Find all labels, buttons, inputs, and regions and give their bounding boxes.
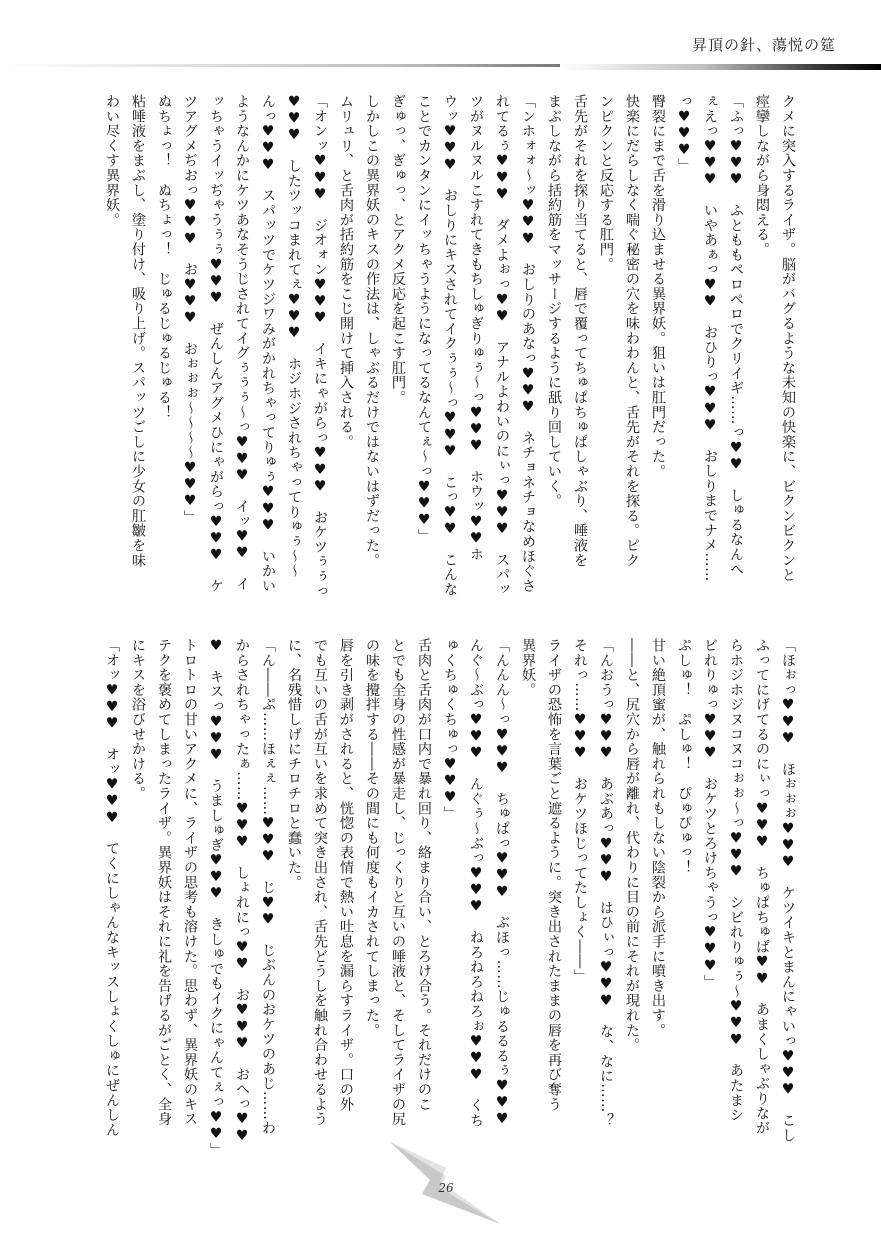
- text-line: ♥ キスっ♥♥♥ うましゅぎ♥♥♥ きしゅでもイクにゃんてぇっ♥♥」: [208, 638, 224, 1158]
- text-line: ウッ♥♥♥ おしりにキスされてイクぅぅ～っ♥♥♥ こっ♥♥ こんな: [442, 94, 458, 597]
- header-rule: [0, 60, 881, 74]
- text-line: ようなんかにケツあなそうじされてイグぅぅぅ～っ♥♥♥ イッ♥♥ イ: [234, 94, 250, 592]
- text-line: とでも全身の性感が暴走し、じっくりと互いの唾液と、そしてライザの尻: [390, 638, 406, 1127]
- text-line: ツアグメぢおっ♥♥♥ お♥♥♥ おぉぉぉ～～～～♥♥♥」: [182, 94, 198, 525]
- text-line: わい尽くす異界妖。: [104, 94, 120, 228]
- text-line: ぬちょっ！ ぬちょっ！ じゅるじゅるじゅる！: [156, 94, 172, 420]
- text-line: しかしこの異界妖のキスの作法は、しゃぶるだけではないはずだった。: [364, 94, 380, 568]
- text-line: に、名残惜しげにチロチロと蠢いた。: [286, 638, 302, 890]
- page-number: 26: [438, 1181, 454, 1195]
- page-number-badge: [388, 1138, 508, 1228]
- text-line: んぐ～ぶっ♥♥♥ んぐぅ～ぶっ♥♥♥ ねろねろねろぉ♥♥♥ くち: [468, 638, 484, 1128]
- text-line: 快楽にだらしなく喘ぐ秘密の穴を味わわんと、舌先がそれを探る。ピク: [624, 94, 640, 568]
- text-line: 臀裂にまで舌を滑り込ませる異界妖。狙いは肛門だった。: [650, 94, 666, 479]
- text-line: からされちゃったぁ……♥♥♥ しょれにっ♥♥ お♥♥♥ おへっ♥♥: [234, 638, 250, 1145]
- text-line: 唇を引き剥がされると、恍惚の表情で熱い吐息を漏らすライザ。口の外: [338, 638, 354, 1112]
- text-line: ライザの恐怖を言葉ごと遮るように。突き出されたままの唇を再び奪う: [546, 638, 562, 1112]
- text-line: ツがヌルヌルこすれてきもちしゅぎりゅぅ～っ♥♥♥ ホウッ♥♥ホ: [468, 94, 484, 562]
- text-line: 「んおうっ♥♥♥ あぶあっ♥♥♥ はひぃっ♥♥♥ な、なに……？: [598, 638, 614, 1128]
- text-line: 「ンホォォ～ッ♥♥♥ おしりのあなっ♥♥♥ ネチョネチョなめほぐさ: [520, 94, 536, 594]
- text-line: ふってにげてるのにぃっ♥♥♥ ちゅぱちゅぱ♥♥ あまくしゃぶりなが: [754, 638, 770, 1136]
- text-line: ぇえっ♥♥♥ いやあぁっ♥♥ おひりっ♥♥♥ おしりまでナメ……: [702, 94, 718, 582]
- lower-text-column: [91, 638, 801, 1158]
- text-line: それっ……♥♥♥ おケツほじってたしょく――」: [572, 638, 588, 984]
- text-line: れてるぅ♥♥♥ ダメよぉっ♥♥ アナルよわいのにぃっ♥♥♥ スパッ: [494, 94, 510, 597]
- text-line: 「ん――ぷ……ほぇぇ……♥♥♥ じ♥♥ じぶんのおケツのあじ……わ: [260, 638, 276, 1136]
- text-line: 「んんん～っ♥♥♥ ちゅぱっ♥♥♥ ぶほっ……じゅるるるぅ♥♥♥: [494, 638, 510, 1128]
- text-line: ぷしゅ！ ぷしゅ！ ぴゅぴゅっ！: [676, 638, 692, 875]
- text-line: にキスを浴びせかける。: [130, 638, 146, 801]
- text-line: 「ふっ♥♥♥ ふとももペロペロでクリイギ……っ♥♥ しゅるなんへ: [728, 94, 744, 577]
- text-line: テクを褒めてしまったライザ。異界妖はそれに礼を告げるがごとく、全身: [156, 638, 172, 1127]
- running-header: 昇頂の針、蕩悦の筵: [691, 36, 836, 54]
- text-line: の味を攪拌する――その間にも何度もイカされてしまった。: [364, 638, 380, 1038]
- text-line: まぶしながら括約筋をマッサージするように舐り回していく。: [546, 94, 562, 509]
- text-line: 舌先がそれを探り当てると、唇で覆ってちゅぱちゅぱしゃぶり、唾液を: [572, 94, 588, 568]
- text-line: ムリュリ、と舌肉が括約筋をこじ開けて挿入される。: [338, 94, 354, 450]
- text-line: 舌肉と舌肉が口内で暴れ回り、絡まり合い、とろけ合う。それだけのこ: [416, 638, 432, 1112]
- text-line: ♥♥♥ したツッコまれてぇ♥♥♥ ホジホジされちゃってりゅぅ～～: [286, 94, 302, 579]
- text-line: トロトロの甘いアクメに、ライザの思考も溶けた。思わず、異界妖のキス: [182, 638, 198, 1127]
- text-line: ――と、尻穴から唇が離れ、代わりに目の前にそれが現れた。: [624, 638, 640, 1053]
- text-line: ゅくちゅくちゅっ♥♥♥」: [442, 638, 458, 821]
- text-line: 「オンッ♥♥♥ ジオォン♥♥♥ イキにゃがらっ♥♥♥ おケツぅぅっ: [312, 94, 328, 599]
- text-line: 粘唾液をまぶし、塗り付け、吸り上げ。スパッツごしに少女の肛皺を味: [130, 94, 146, 568]
- text-line: でも互いの舌が互いを求めて突き出され、舌先どうしを触れ合わせるよう: [312, 638, 328, 1127]
- text-line: ことでカンタンにイッちゃうようになってるなんてぇ～っ♥♥♥」: [416, 94, 432, 544]
- text-line: 異界妖。: [520, 638, 536, 698]
- text-line: ビれりゅっ♥♥♥ おケツとろけちゃうっ♥♥♥」: [702, 638, 718, 990]
- text-line: 痙攣しながら身悶える。: [754, 94, 770, 257]
- text-line: ンピクンと反応する肛門。: [598, 94, 614, 272]
- text-line: 「ほぉっ♥♥♥ ほぉぉぉ♥♥♥ ケツイキとまんにゃいっ♥♥♥ こし: [780, 638, 796, 1143]
- upper-text-column: [91, 94, 801, 614]
- text-line: 甘い絶頂蜜が、触れられもしない陰裂から派手に噴き出す。: [650, 638, 666, 1038]
- text-line: ぎゅっ、ぎゅっ、とアクメ反応を起こす肛門。: [390, 94, 406, 405]
- text-line: 「オッ♥♥♥ オッ♥♥♥ てくにしゃんなキッスしょくしゅにぜんしん: [104, 638, 120, 1138]
- text-line: ッちゃうイッぢゃうぅぅ♥♥♥ ぜんしんアグメひにゃがらっ♥♥♥ ケ: [208, 94, 224, 594]
- text-line: っ♥♥♥」: [676, 94, 692, 174]
- text-line: らホジホジヌコヌコぉぉ～っ♥♥♥ シビれりゅぅ～♥♥♥ あたまシ: [728, 638, 744, 1123]
- text-line: クメに突入するライザ。脳がバグるような未知の快楽に、ビクンビクンと: [780, 94, 796, 583]
- text-line: んっ♥♥♥ スパッツでケツジワみがかれちゃってりゅぅ♥♥♥ いかい: [260, 94, 276, 594]
